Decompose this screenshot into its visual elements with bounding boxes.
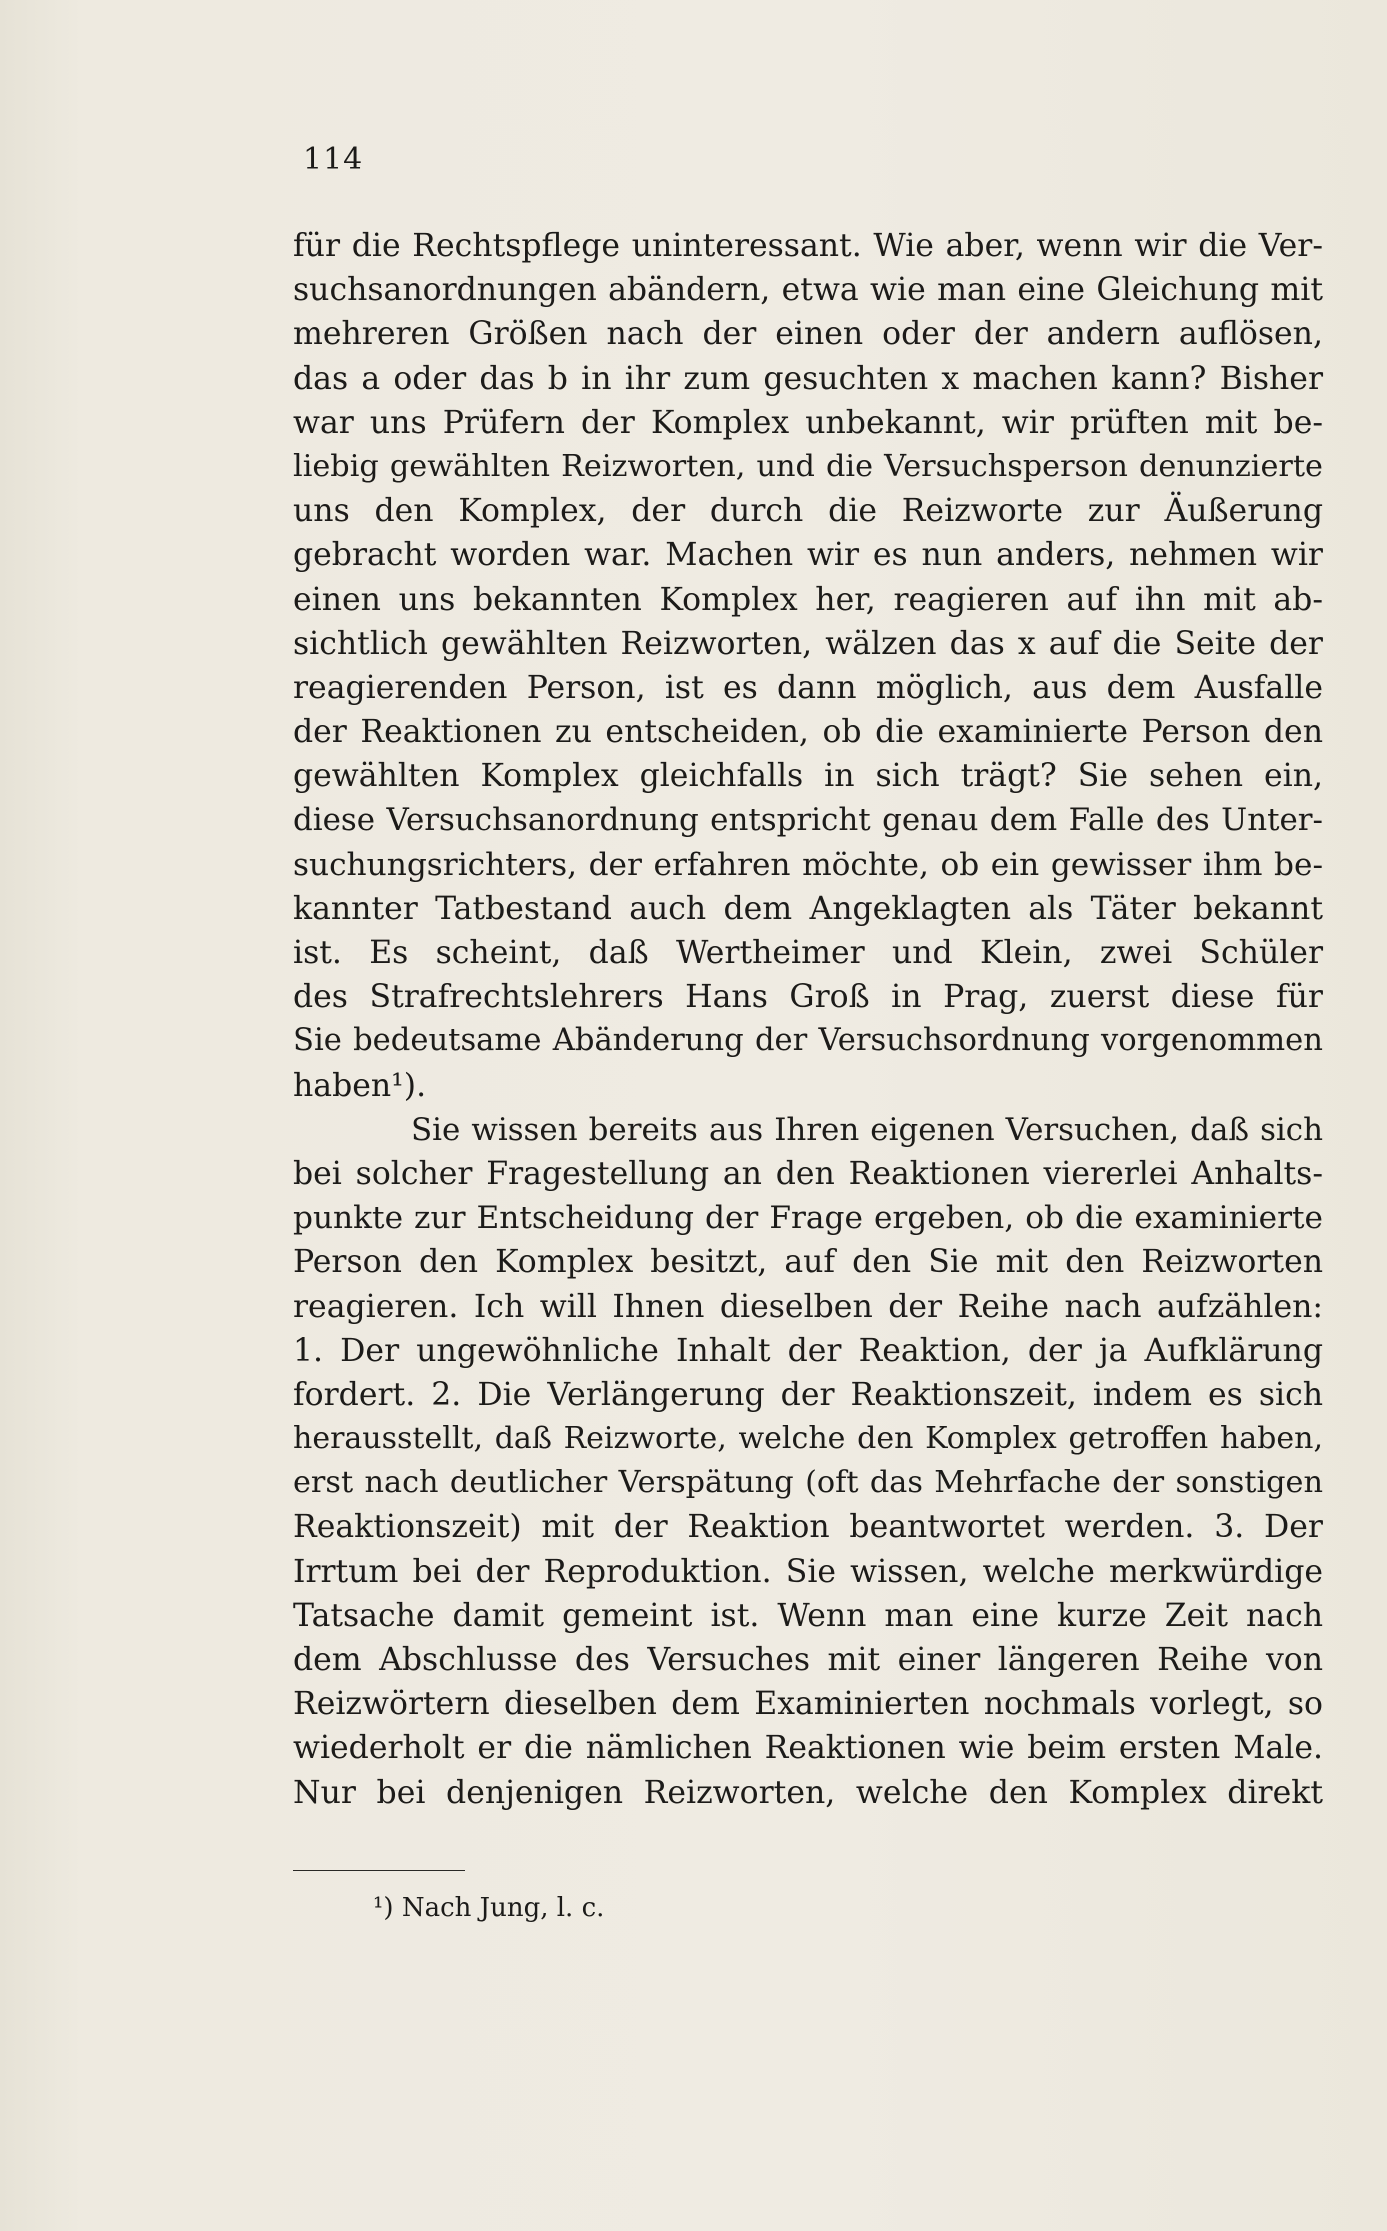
text-line: reagierenden Person, ist es dann möglich, aus dem Ausfalle bbox=[293, 669, 1323, 706]
text-line: erst nach deutlicher Verspätung (oft das Mehrfache der sonstigen bbox=[293, 1465, 1323, 1501]
text-line: reagieren. Ich will Ihnen dieselben der Reihe nach aufzählen: bbox=[293, 1288, 1323, 1325]
text-line: für die Rechtspflege uninteressant. Wie aber, wenn wir die Ver- bbox=[293, 228, 1323, 264]
text-line: Nur bei denjenigen Reizworten, welche den Komplex direkt bbox=[293, 1774, 1323, 1811]
text-line: Sie bedeutsame Abänderung der Versuchsordnung vorgenommen bbox=[293, 1023, 1323, 1059]
text-line: kannter Tatbestand auch dem Angeklagten als Täter bekannt bbox=[293, 890, 1323, 927]
text-line: wiederholt er die nämlichen Reaktionen wie beim ersten Male. bbox=[293, 1730, 1323, 1767]
text-line: punkte zur Entscheidung der Frage ergeben, ob die examinierte bbox=[293, 1200, 1323, 1237]
text-line: fordert. 2. Die Verlängerung der Reaktionszeit, indem es sich bbox=[293, 1376, 1323, 1413]
text-line: mehreren Größen nach der einen oder der andern auflösen, bbox=[293, 316, 1323, 353]
text-line: Tatsache damit gemeint ist. Wenn man eine kurze Zeit nach bbox=[293, 1597, 1323, 1634]
text-line: gebracht worden war. Machen wir es nun anders, nehmen wir bbox=[293, 537, 1323, 574]
text-line: suchsanordnungen abändern, etwa wie man eine Gleichung mit bbox=[293, 272, 1323, 309]
text-line: Person den Komplex besitzt, auf den Sie mit den Reizworten bbox=[293, 1244, 1323, 1281]
text-line: herausstellt, daß Reizworte, welche den Komplex getroffen haben, bbox=[293, 1421, 1323, 1457]
text-line: liebig gewählten Reizworten, und die Versuchsperson denunzierte bbox=[293, 448, 1323, 484]
text-line: war uns Prüfern der Komplex unbekannt, wir prüften mit be- bbox=[293, 404, 1323, 441]
text-line: haben¹). bbox=[293, 1067, 427, 1104]
text-line: ist. Es scheint, daß Wertheimer und Klein, zwei Schüler bbox=[293, 935, 1323, 971]
text-line: einen uns bekannten Komplex her, reagieren auf ihn mit ab- bbox=[293, 581, 1323, 618]
text-line: suchungsrichters, der erfahren möchte, ob ein gewisser ihm be- bbox=[293, 846, 1323, 883]
text-line: 1. Der ungewöhnliche Inhalt der Reaktion, der ja Aufklärung bbox=[293, 1332, 1323, 1369]
footnote-divider bbox=[293, 1870, 465, 1871]
page-number: 114 bbox=[303, 142, 364, 177]
text-line: gewählten Komplex gleichfalls in sich trägt? Sie sehen ein, bbox=[293, 758, 1323, 795]
text-line: bei solcher Fragestellung an den Reaktionen viererlei Anhalts- bbox=[293, 1155, 1323, 1192]
text-line: diese Versuchsanordnung entspricht genau dem Falle des Unter- bbox=[293, 802, 1323, 839]
text-line: des Strafrechtslehrers Hans Groß in Prag, zuerst diese für bbox=[293, 979, 1323, 1016]
paragraph-start-line: Sie wissen bereits aus Ihren eigenen Versuchen, daß sich bbox=[411, 1111, 1323, 1148]
text-line: Irrtum bei der Reproduktion. Sie wissen, welche merkwürdige bbox=[293, 1553, 1323, 1590]
text-line: dem Abschlusse des Versuches mit einer längeren Reihe von bbox=[293, 1642, 1323, 1678]
footnote: ¹) Nach Jung, l. c. bbox=[373, 1893, 605, 1923]
text-line: Reizwörtern dieselben dem Examinierten nochmals vorlegt, so bbox=[293, 1686, 1323, 1723]
text-line: uns den Komplex, der durch die Reizworte zur Äußerung bbox=[293, 493, 1323, 530]
body-text bbox=[293, 224, 1323, 1815]
text-line: sichtlich gewählten Reizworten, wälzen das x auf die Seite der bbox=[293, 625, 1323, 662]
text-line: der Reaktionen zu entscheiden, ob die examinierte Person den bbox=[293, 714, 1323, 751]
text-line: das a oder das b in ihr zum gesuchten x machen kann? Bisher bbox=[293, 360, 1323, 397]
text-line: Reaktionszeit) mit der Reaktion beantwortet werden. 3. Der bbox=[293, 1509, 1323, 1546]
